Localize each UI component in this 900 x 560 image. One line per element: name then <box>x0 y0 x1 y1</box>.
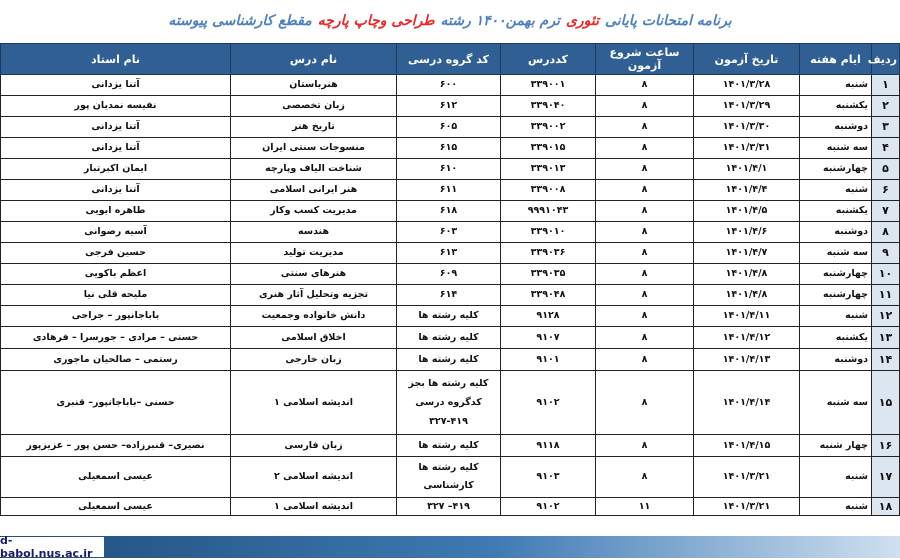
row-teacher: نفیسه نمدیان پور <box>1 96 231 117</box>
row-course-code: ۹۱۰۲ <box>501 498 596 516</box>
table-row <box>1 306 900 327</box>
row-teacher: آتنا یزدانی <box>1 75 231 96</box>
table-row <box>1 457 900 498</box>
row-day: یکشنبه <box>800 96 872 117</box>
row-group-code: کلیه رشته ها <box>397 306 501 327</box>
row-time: ۸ <box>596 222 694 243</box>
row-date: ۱۴۰۱/۴/۸ <box>694 285 800 306</box>
table-row <box>1 201 900 222</box>
row-time: ۸ <box>596 435 694 457</box>
row-teacher: آسیه رضوانی <box>1 222 231 243</box>
row-date: ۱۴۰۱/۳/۲۹ <box>694 96 800 117</box>
title-part-5: مقطع کارشناسی پیوسته <box>168 13 312 29</box>
table-row <box>1 159 900 180</box>
row-date: ۱۴۰۱/۴/۱۲ <box>694 327 800 349</box>
row-course-name: اندیشه اسلامی ۲ <box>231 457 397 498</box>
title-part-2: تئوری <box>565 13 600 29</box>
row-teacher: ایمان اکبرتبار <box>1 159 231 180</box>
row-course-name: مدیریت کسب وکار <box>231 201 397 222</box>
row-day: شنبه <box>800 498 872 516</box>
row-time: ۸ <box>596 201 694 222</box>
row-teacher: نصیری– قنبرزاده– حسن پور – عزیزپور <box>1 435 231 457</box>
row-course-code: ۹۹۹۱۰۴۳ <box>501 201 596 222</box>
row-course-code: ۳۳۹۰۰۲ <box>501 117 596 138</box>
row-course-code: ۳۳۹۰۱۵ <box>501 138 596 159</box>
row-teacher: اعظم باکویی <box>1 264 231 285</box>
row-group-code: ۶۱۰ <box>397 159 501 180</box>
row-group-code: کلیه رشته ها بجز کدگروه درسی ۴۱۹-۳۲۷ <box>397 371 501 435</box>
header-day: ایام هفته <box>800 44 872 75</box>
row-date: ۱۴۰۱/۳/۳۱ <box>694 138 800 159</box>
row-course-code: ۳۳۹۰۰۱ <box>501 75 596 96</box>
table-row <box>1 117 900 138</box>
row-time: ۸ <box>596 138 694 159</box>
row-number: ۱۷ <box>872 457 900 498</box>
row-group-code: ۴۱۹– ۳۲۷ <box>397 498 501 516</box>
row-course-name: شناخت الیاف وپارچه <box>231 159 397 180</box>
row-time: ۸ <box>596 306 694 327</box>
row-number: ۱۶ <box>872 435 900 457</box>
table-row <box>1 435 900 457</box>
row-day: دوشنبه <box>800 222 872 243</box>
row-date: ۱۴۰۱/۳/۲۸ <box>694 75 800 96</box>
row-teacher: حسنی –باباجانپور– قنبری <box>1 371 231 435</box>
row-teacher: عیسی اسمعیلی <box>1 498 231 516</box>
row-teacher: عیسی اسمعیلی <box>1 457 231 498</box>
row-date: ۱۴۰۱/۴/۱ <box>694 159 800 180</box>
row-date: ۱۴۰۱/۴/۱۱ <box>694 306 800 327</box>
title-part-1: برنامه امتحانات پایانی <box>605 13 732 29</box>
table-row <box>1 371 900 435</box>
row-course-code: ۹۱۲۸ <box>501 306 596 327</box>
row-time: ۸ <box>596 327 694 349</box>
row-date: ۱۴۰۱/۴/۶ <box>694 222 800 243</box>
header-teacher: نام استاد <box>1 44 231 75</box>
row-date: ۱۴۰۱/۴/۸ <box>694 264 800 285</box>
row-day: دوشنبه <box>800 117 872 138</box>
row-teacher: باباجانپور – جراحی <box>1 306 231 327</box>
row-date: ۱۴۰۱/۳/۲۱ <box>694 457 800 498</box>
row-day: سه شنبه <box>800 138 872 159</box>
header-course-code: کددرس <box>501 44 596 75</box>
row-course-code: ۳۳۹۰۳۶ <box>501 243 596 264</box>
row-number: ۱۸ <box>872 498 900 516</box>
row-course-name: مدیریت تولید <box>231 243 397 264</box>
row-course-name: اندیشه اسلامی ۱ <box>231 498 397 516</box>
row-course-name: هنرهای سنتی <box>231 264 397 285</box>
title-part-3: ترم بهمن۱۴۰۰ رشته <box>440 13 560 29</box>
row-course-name: زبان خارجی <box>231 349 397 371</box>
row-time: ۸ <box>596 180 694 201</box>
table-row <box>1 222 900 243</box>
row-group-code: ۶۰۹ <box>397 264 501 285</box>
row-day: شنبه <box>800 306 872 327</box>
row-time: ۸ <box>596 264 694 285</box>
row-group-code: ۶۱۴ <box>397 285 501 306</box>
row-day: چهارشنبه <box>800 264 872 285</box>
row-teacher: آتنا یزدانی <box>1 138 231 159</box>
row-number: ۷ <box>872 201 900 222</box>
row-course-code: ۳۳۹۰۱۳ <box>501 159 596 180</box>
row-group-code: ۶۱۵ <box>397 138 501 159</box>
row-group-code: کلیه رشته ها <box>397 349 501 371</box>
row-day: سه شنبه <box>800 371 872 435</box>
row-number: ۶ <box>872 180 900 201</box>
row-number: ۹ <box>872 243 900 264</box>
row-teacher: آتنا یزدانی <box>1 180 231 201</box>
row-number: ۱۲ <box>872 306 900 327</box>
row-course-name: زبان تخصصی <box>231 96 397 117</box>
row-group-code: ۶۱۳ <box>397 243 501 264</box>
row-course-code: ۹۱۰۲ <box>501 371 596 435</box>
row-time: ۸ <box>596 96 694 117</box>
row-teacher: ملیحه قلی نیا <box>1 285 231 306</box>
footer-band <box>0 536 900 558</box>
footer-site-label: d-babol.nus.ac.ir <box>0 537 104 557</box>
table-row <box>1 264 900 285</box>
row-number: ۱ <box>872 75 900 96</box>
row-teacher: رستمی – صالحیان ماجوری <box>1 349 231 371</box>
row-course-name: هنر ایرانی اسلامی <box>231 180 397 201</box>
row-day: شنبه <box>800 457 872 498</box>
row-teacher: حسین فرجی <box>1 243 231 264</box>
exam-schedule-table <box>0 43 900 516</box>
row-time: ۸ <box>596 159 694 180</box>
row-course-code: ۹۱۰۱ <box>501 349 596 371</box>
row-teacher: آتنا یزدانی <box>1 117 231 138</box>
row-teacher: حسنی – مرادی – جورسرا – فرهادی <box>1 327 231 349</box>
row-number: ۵ <box>872 159 900 180</box>
row-course-name: هنرباستان <box>231 75 397 96</box>
row-group-code: ۶۰۰ <box>397 75 501 96</box>
row-group-code: ۶۱۲ <box>397 96 501 117</box>
row-course-code: ۳۳۹۰۴۸ <box>501 285 596 306</box>
row-group-code: ۶۱۸ <box>397 201 501 222</box>
row-time: ۸ <box>596 75 694 96</box>
row-course-code: ۹۱۰۷ <box>501 327 596 349</box>
row-group-code: کلیه رشته ها <box>397 435 501 457</box>
header-group-code: کد گروه درسی <box>397 44 501 75</box>
row-group-code: ۶۱۱ <box>397 180 501 201</box>
row-course-name: اندیشه اسلامی ۱ <box>231 371 397 435</box>
row-day: چهار شنبه <box>800 435 872 457</box>
header-date: تاریخ آزمون <box>694 44 800 75</box>
row-course-code: ۹۱۰۳ <box>501 457 596 498</box>
row-course-code: ۳۳۹۰۴۰ <box>501 96 596 117</box>
table-row <box>1 243 900 264</box>
table-row <box>1 180 900 201</box>
row-time: ۸ <box>596 117 694 138</box>
row-group-code: کلیه رشته ها کارشناسی <box>397 457 501 498</box>
title-part-4: طراحی وچاپ پارچه <box>317 13 435 29</box>
row-course-name: تاریخ هنر <box>231 117 397 138</box>
row-course-name: اخلاق اسلامی <box>231 327 397 349</box>
table-row <box>1 327 900 349</box>
row-course-name: زبان فارسی <box>231 435 397 457</box>
row-number: ۱۱ <box>872 285 900 306</box>
row-day: یکشنبه <box>800 327 872 349</box>
row-date: ۱۴۰۱/۴/۵ <box>694 201 800 222</box>
row-course-code: ۹۱۱۸ <box>501 435 596 457</box>
header-course-name: نام درس <box>231 44 397 75</box>
row-day: شنبه <box>800 75 872 96</box>
row-day: چهارشنبه <box>800 285 872 306</box>
row-day: یکشنبه <box>800 201 872 222</box>
row-day: سه شنبه <box>800 243 872 264</box>
table-row <box>1 96 900 117</box>
row-course-name: هندسه <box>231 222 397 243</box>
row-time: ۸ <box>596 285 694 306</box>
row-number: ۲ <box>872 96 900 117</box>
row-date: ۱۴۰۱/۴/۱۵ <box>694 435 800 457</box>
page-title <box>0 0 900 42</box>
row-number: ۱۰ <box>872 264 900 285</box>
row-number: ۱۳ <box>872 327 900 349</box>
row-date: ۱۴۰۱/۳/۳۰ <box>694 117 800 138</box>
row-time: ۸ <box>596 371 694 435</box>
row-time: ۸ <box>596 457 694 498</box>
table-row <box>1 498 900 516</box>
row-date: ۱۴۰۱/۴/۱۳ <box>694 349 800 371</box>
row-number: ۸ <box>872 222 900 243</box>
row-number: ۳ <box>872 117 900 138</box>
row-course-name: دانش خانواده وجمعیت <box>231 306 397 327</box>
table-row <box>1 75 900 96</box>
row-number: ۱۴ <box>872 349 900 371</box>
row-time: ۸ <box>596 349 694 371</box>
table-row <box>1 349 900 371</box>
row-number: ۱۵ <box>872 371 900 435</box>
row-time: ۸ <box>596 243 694 264</box>
row-group-code: ۶۰۳ <box>397 222 501 243</box>
row-course-name: منسوجات سنتی ایران <box>231 138 397 159</box>
row-course-code: ۳۳۹۰۱۰ <box>501 222 596 243</box>
row-day: چهارشنبه <box>800 159 872 180</box>
row-time: ۱۱ <box>596 498 694 516</box>
row-number: ۴ <box>872 138 900 159</box>
row-day: دوشنبه <box>800 349 872 371</box>
table-header-row <box>1 44 900 75</box>
row-group-code: ۶۰۵ <box>397 117 501 138</box>
row-date: ۱۴۰۱/۴/۱۴ <box>694 371 800 435</box>
row-date: ۱۴۰۱/۴/۷ <box>694 243 800 264</box>
row-day: شنبه <box>800 180 872 201</box>
row-course-code: ۳۳۹۰۳۵ <box>501 264 596 285</box>
row-date: ۱۴۰۱/۴/۴ <box>694 180 800 201</box>
header-time: ساعت شروع آزمون <box>596 44 694 75</box>
table-row <box>1 138 900 159</box>
row-date: ۱۴۰۱/۳/۲۱ <box>694 498 800 516</box>
row-group-code: کلیه رشته ها <box>397 327 501 349</box>
row-teacher: طاهره ابویی <box>1 201 231 222</box>
row-course-code: ۳۳۹۰۰۸ <box>501 180 596 201</box>
table-row <box>1 285 900 306</box>
header-row-number: ردیف <box>872 44 900 75</box>
row-course-name: تجزیه وتحلیل آثار هنری <box>231 285 397 306</box>
